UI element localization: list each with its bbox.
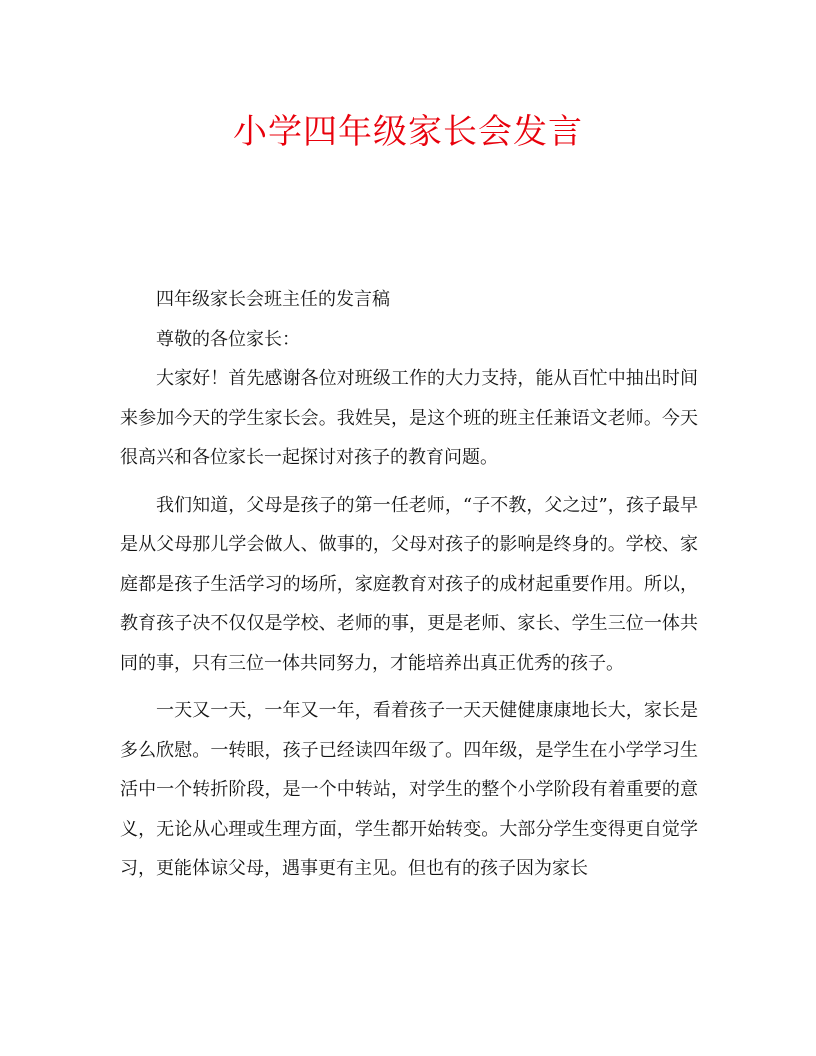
paragraph-fourth-grade: 一天又一天，一年又一年，看着孩子一天天健健康康地长大，家长是多么欣慰。一转眼，孩子已经读四年级了。四年级，是学生在小学学习生活中一个转折阶段，是一个中转站，对学生的整个小学阶段有着重要的意义，无论从心理或生理方面，学生都开始转变。大部分学生变得更自觉学习，更能体谅父母，遇事更有主见。但也有的孩子因为家长 xyxy=(120,700,698,879)
paragraph-parents-role: 我们知道，父母是孩子的第一任老师，“子不教，父之过”，孩子最早是从父母那儿学会做人、做事的，父母对孩子的影响是终身的。学校、家庭都是孩子生活学习的场所，家庭教育对孩子的成材起重要作用。所以，教育孩子决不仅仅是学校、老师的事，更是老师、家长、学生三位一体共同的事，只有三位一体共同努力，才能培养出真正优秀的孩子。 xyxy=(120,494,698,674)
speech-heading: 四年级家长会班主任的发言稿 xyxy=(156,289,390,310)
salutation: 尊敬的各位家长： xyxy=(156,328,300,350)
document-body xyxy=(120,280,698,889)
paragraph-greeting: 大家好！首先感谢各位对班级工作的大力支持，能从百忙中抽出时间来参加今天的学生家长会。我姓吴，是这个班的班主任兼语文老师。今天很高兴和各位家长一起探讨对孩子的教育问题。 xyxy=(120,368,698,468)
document-title: 小学四年级家长会发言 xyxy=(233,112,583,152)
